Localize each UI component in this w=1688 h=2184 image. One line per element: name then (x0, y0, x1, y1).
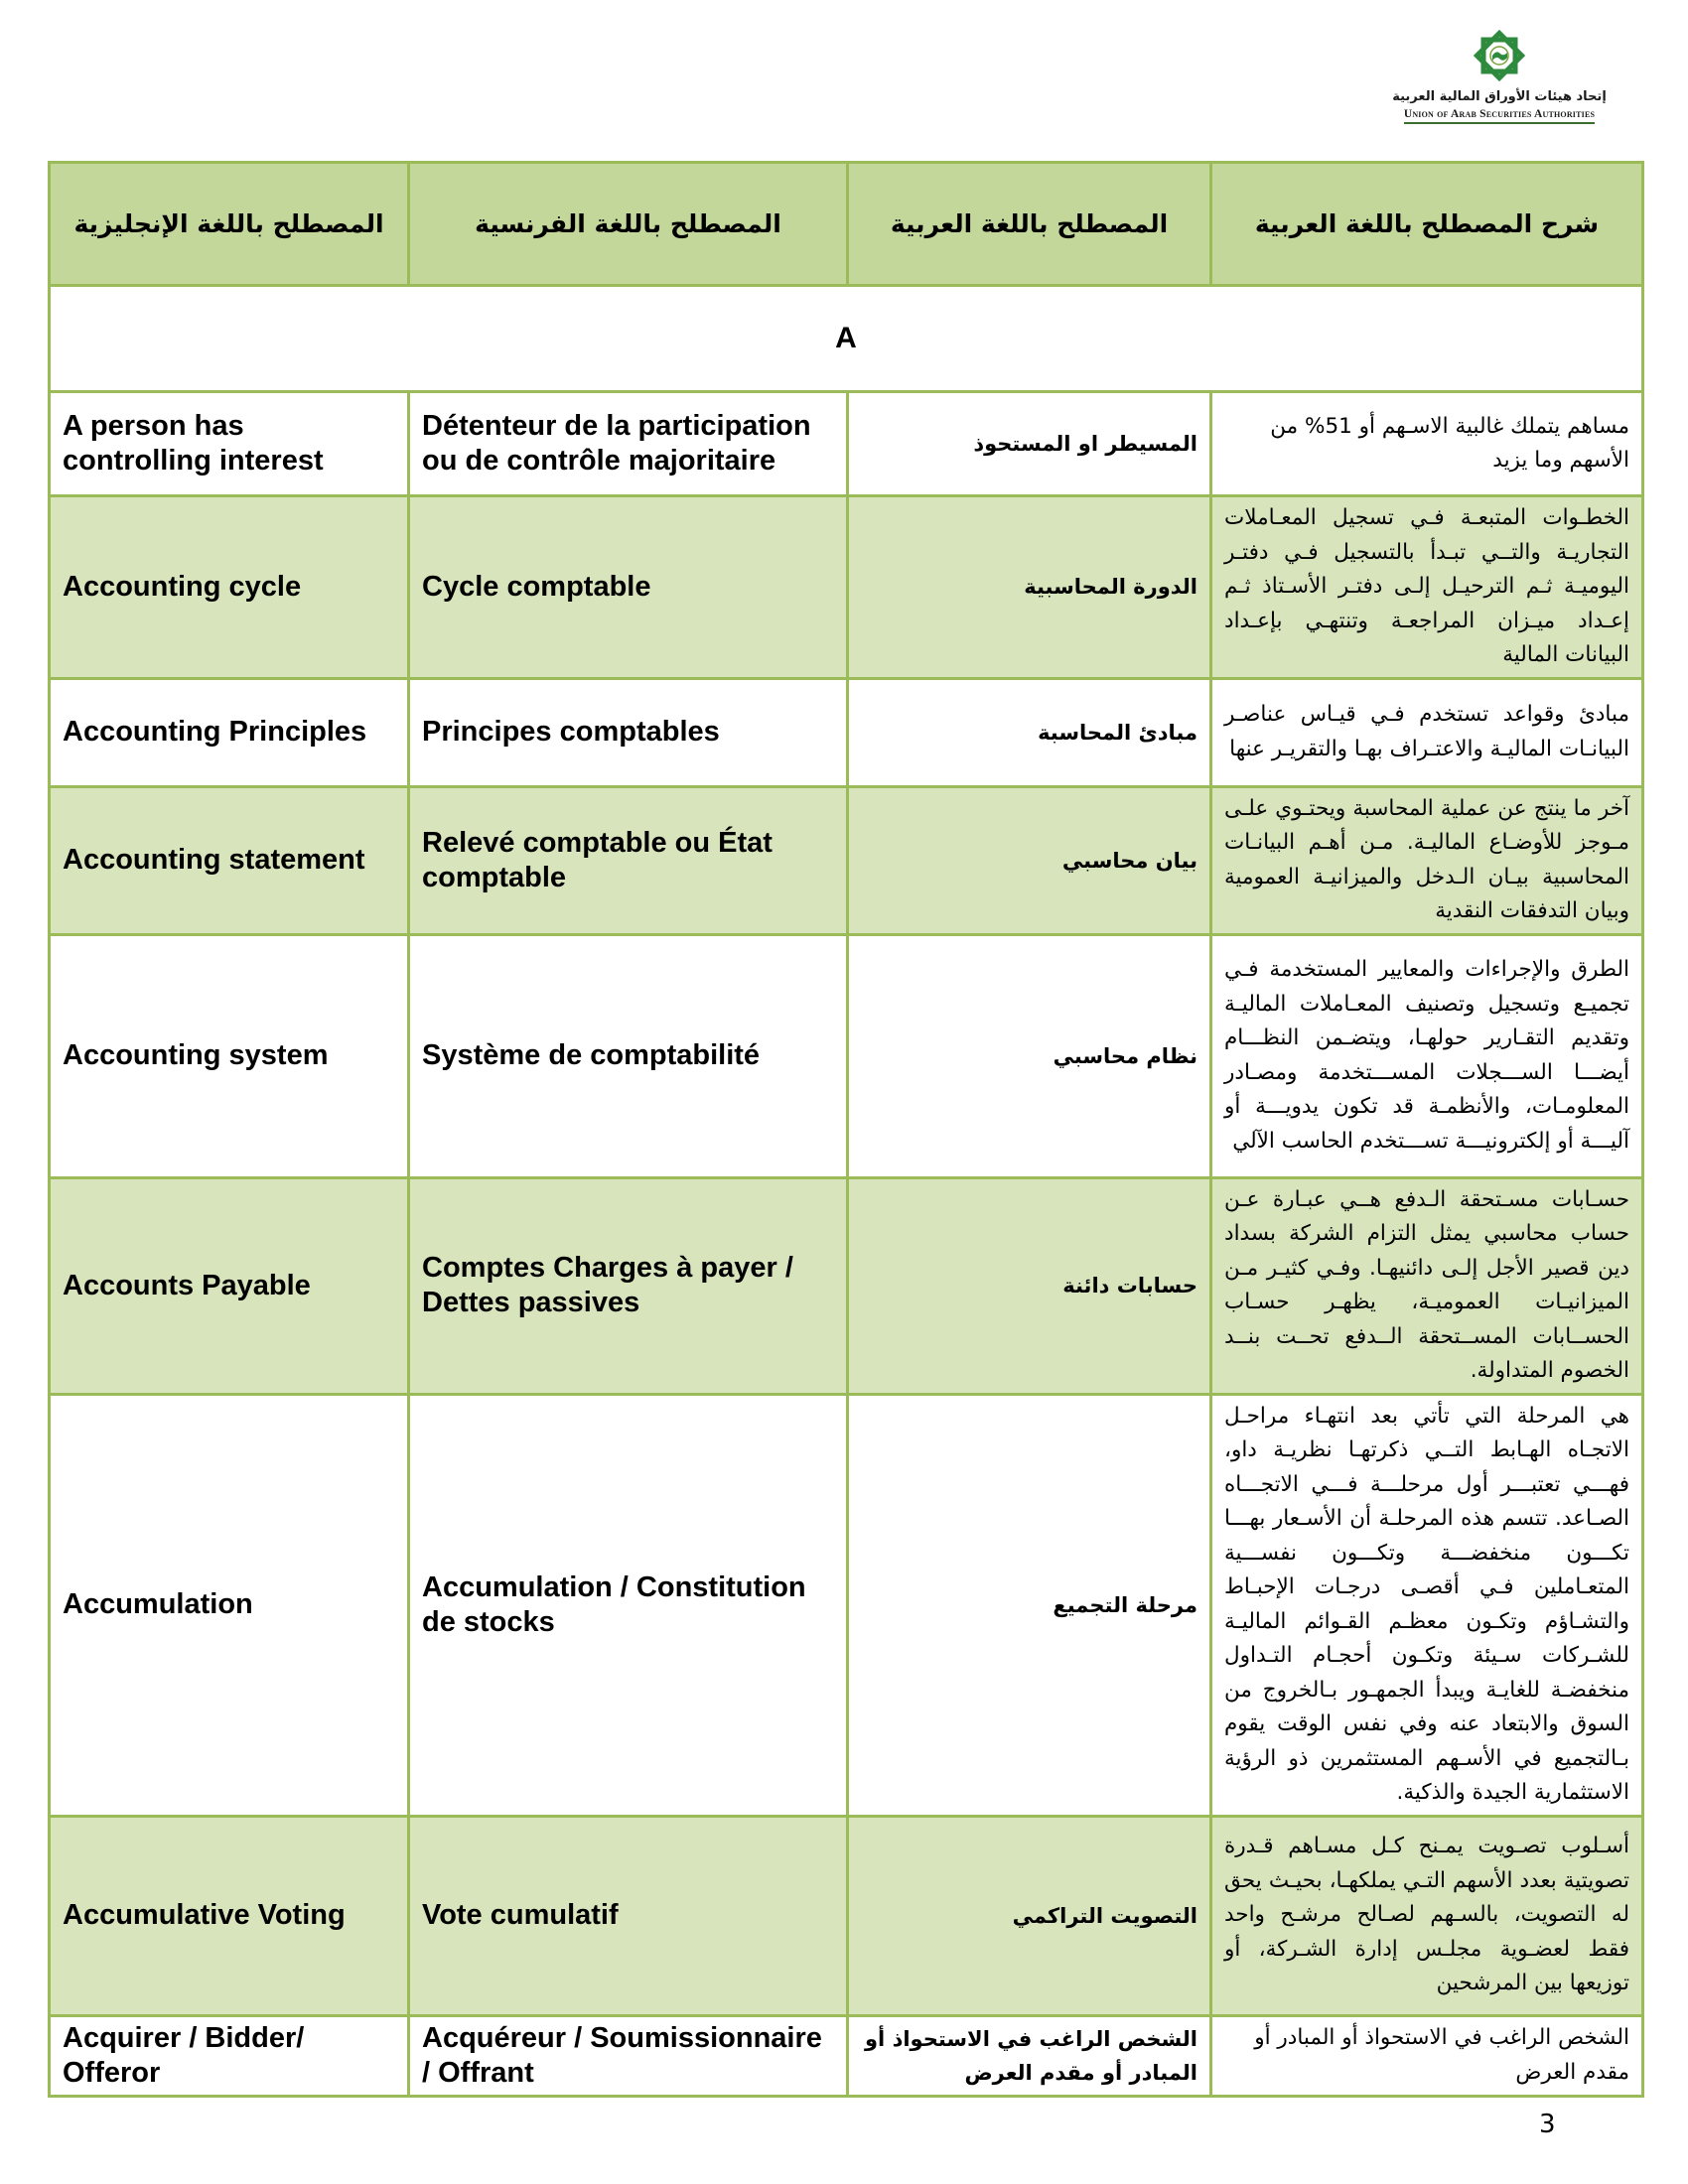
term-english: Accounting cycle (50, 496, 409, 679)
term-definition: هي المرحلة التي تأتي بعد انتهـاء مراحـل الاتجـاه الهـابط التــي ذكرتهـا نظريـة داو، فهـــي تعتبـــر أول مرحلـــة فـــي الاتجـــاه الصـاعد. تتسم هذه المرحلـة أن الأسـعار بهـــا تكـــون منخفضـــة وتكـــون نفســـية المتعـاملين فـي أقصـى درجـات الإحبـاط والتشـاؤم وتكـون معظـم القـوائم الماليـة للشـركات سـيئة وتكـون أحجـام التـداول منخفضـة للغايـة ويبدأ الجمهـور بـالخروج من السوق والابتعاد عنه وفي نفس الوقت يقوم بـالتجميع في الأسـهم المستثمرين ذو الرؤية الاستثمارية الجيدة والذكية. (1211, 1394, 1643, 1816)
term-french: Relevé comptable ou État comptable (409, 786, 848, 934)
table-row (50, 786, 1643, 934)
table-row (50, 934, 1643, 1177)
term-english: Accumulation (50, 1394, 409, 1816)
uasa-logo (1380, 28, 1618, 142)
term-english: A person has controlling interest (50, 392, 409, 496)
term-definition: الشخص الراغب في الاستحواذ أو المبادر أو مقدم العرض (1211, 2015, 1643, 2096)
table-row (50, 1816, 1643, 2015)
table-row (50, 678, 1643, 786)
page-number: 3 (1539, 2110, 1556, 2139)
term-english: Accounting Principles (50, 678, 409, 786)
term-definition: مساهم يتملك غالبية الاسـهم أو 51% من الأسهم وما يزيد (1211, 392, 1643, 496)
term-french: Détenteur de la participation ou de contrôle majoritaire (409, 392, 848, 496)
table-row (50, 1394, 1643, 1816)
table-row (50, 392, 1643, 496)
column-header-french: المصطلح باللغة الفرنسية (409, 163, 848, 286)
term-english: Acquirer / Bidder/ Offeror (50, 2015, 409, 2096)
term-french: Cycle comptable (409, 496, 848, 679)
term-definition: آخر ما ينتج عن عملية المحاسبة ويحتـوي علـى مـوجز للأوضـاع الماليـة. مـن أهـم البيانـات المحاسبية بيـان الـدخل والميزانيـة العمومية وبيان التدفقات النقدية (1211, 786, 1643, 934)
term-english: Accounting system (50, 934, 409, 1177)
section-letter: A (50, 286, 1643, 392)
term-definition: مبادئ وقواعد تستخدم فـي قيـاس عناصـر البيانـات الماليـة والاعتـراف بهـا والتقريـر عنها (1211, 678, 1643, 786)
column-header-english: المصطلح باللغة الإنجليزية (50, 163, 409, 286)
table-row (50, 496, 1643, 679)
term-english: Accounting statement (50, 786, 409, 934)
term-arabic: بيان محاسبي (848, 786, 1211, 934)
term-arabic: حسابات دائنة (848, 1177, 1211, 1394)
term-english: Accumulative Voting (50, 1816, 409, 2015)
term-arabic: المسيطر او المستحوذ (848, 392, 1211, 496)
term-arabic: التصويت التراكمي (848, 1816, 1211, 2015)
term-arabic: الدورة المحاسبية (848, 496, 1211, 679)
term-english: Accounts Payable (50, 1177, 409, 1394)
column-header-arabic: المصطلح باللغة العربية (848, 163, 1211, 286)
term-arabic: مرحلة التجميع (848, 1394, 1211, 1816)
term-french: Vote cumulatif (409, 1816, 848, 2015)
term-french: Comptes Charges à payer / Dettes passives (409, 1177, 848, 1394)
column-header-definition: شرح المصطلح باللغة العربية (1211, 163, 1643, 286)
term-definition: الخطـوات المتبعـة فـي تسجيل المعـاملات التجاريـة والتــي تبـدأ بالتسجيل فـي دفتـر اليوميـة ثـم الترحيـل إلـى دفتـر الأسـتاذ ثـم إعـداد ميـزان المراجعـة وتنتهـي بإعـداد البيانات المالية (1211, 496, 1643, 679)
uasa-star-emblem-icon (1470, 28, 1529, 83)
table-row (50, 2015, 1643, 2096)
section-letter-row (50, 286, 1643, 392)
logo-arabic-name: إتحاد هيئات الأوراق المالية العربية (1392, 89, 1607, 104)
term-french: Accumulation / Constitution de stocks (409, 1394, 848, 1816)
term-definition: الطرق والإجراءات والمعايير المستخدمة فـي تجميـع وتسجيل وتصنيف المعـاملات الماليـة وتقديم التقـارير حولهـا، ويتضـمن النظـــام أيضـــا الســـجلات المســـتخدمة ومصـادر المعلومـات، والأنظمـة قد تكون يدويـــة أو آليـــة أو إلكترونيـــة تســـتخدم الحاسب الآلي (1211, 934, 1643, 1177)
glossary-table (48, 161, 1644, 2098)
term-french: Acquéreur / Soumissionnaire / Offrant (409, 2015, 848, 2096)
table-row (50, 1177, 1643, 1394)
term-french: Principes comptables (409, 678, 848, 786)
term-french: Système de comptabilité (409, 934, 848, 1177)
term-arabic: نظام محاسبي (848, 934, 1211, 1177)
term-definition: أسـلوب تصـويت يمـنح كـل مسـاهم قـدرة تصويتية بعدد الأسهم التـي يملكهـا، بحيـث يحق له التصويت، بالسـهم لصـالح مرشـح واحد فقط لعضـوية مجلـس إدارة الشـركة، أو توزيعها بين المرشحين (1211, 1816, 1643, 2015)
table-header-row (50, 163, 1643, 286)
term-definition: حسـابات مسـتحقة الـدفع هــي عبـارة عـن حساب محاسبي يمثل التزام الشركة بسداد دين قصير الأجل إلـى دائنيهـا. وفـي كثيـر مـن الميزانيـات العموميـة، يظهـر حسـاب الحســابات المســتحقة الــدفع تحــت بنــد الخصوم المتداولة. (1211, 1177, 1643, 1394)
logo-english-name: Union of Arab Securities Authorities (1404, 108, 1595, 124)
term-arabic: مبادئ المحاسبة (848, 678, 1211, 786)
term-arabic: الشخص الراغب في الاستحواذ أو المبادر أو مقدم العرض (848, 2015, 1211, 2096)
